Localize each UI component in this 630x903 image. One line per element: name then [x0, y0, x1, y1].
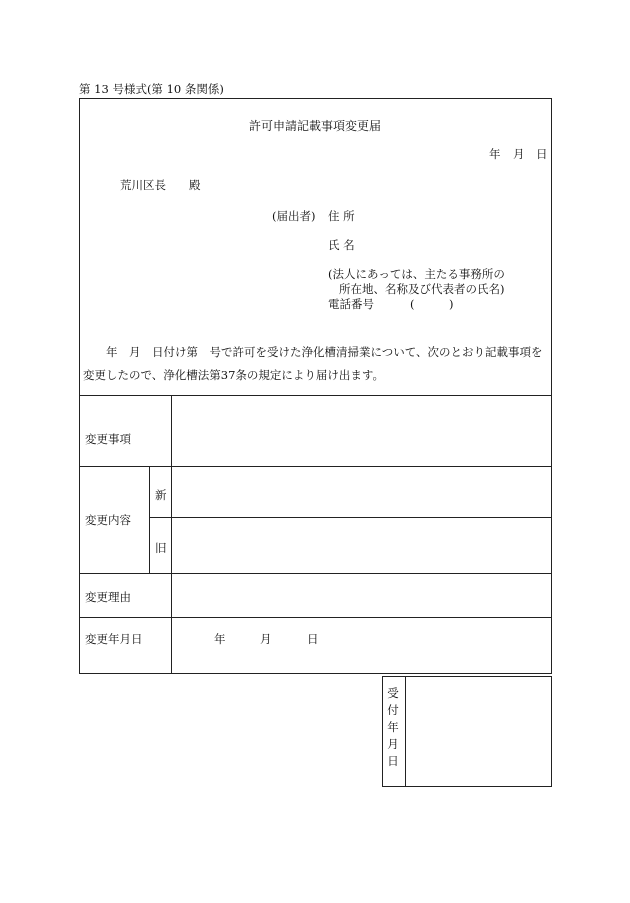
- receipt-char-5: 日: [387, 754, 399, 768]
- change-date-day: 日: [307, 632, 319, 646]
- receipt-char-1: 受: [387, 686, 399, 700]
- phone-label: 電話番号: [328, 297, 374, 311]
- form-title: 許可申請記載事項変更届: [248, 119, 381, 133]
- date-year-label: 年: [489, 147, 501, 161]
- date-day-label: 日: [536, 147, 548, 161]
- new-label: 新: [155, 488, 167, 502]
- statement-line2: 変更したので、浄化槽法第37条の規定により届け出ます。: [83, 368, 384, 382]
- statement-line1: 年 月 日付け第 号で許可を受けた浄化槽清掃業について、次のとおり記載事項を: [106, 345, 543, 359]
- phone-parens: ( ): [410, 297, 454, 311]
- change-item-label: 変更事項: [85, 432, 131, 446]
- change-content-label: 変更内容: [85, 513, 131, 527]
- date-month-label: 月: [513, 147, 525, 161]
- statement: [83, 341, 549, 387]
- change-date-month: 月: [260, 632, 272, 646]
- applicant-label: (届出者): [272, 209, 316, 223]
- form-number: 第 13 号様式(第 10 条関係): [79, 82, 224, 96]
- change-date-label: 変更年月日: [85, 632, 143, 646]
- change-date-year: 年: [214, 632, 226, 646]
- corp-note-line2: 所在地、名称及び代表者の氏名): [339, 282, 505, 296]
- old-label: 旧: [155, 541, 167, 555]
- address-label: 住 所: [328, 209, 355, 223]
- change-reason-label: 変更理由: [85, 590, 131, 604]
- addressee: 荒川区長 殿: [120, 178, 201, 192]
- corp-note-line1: (法人にあっては、主たる事務所の: [328, 267, 505, 281]
- receipt-char-3: 年: [387, 720, 399, 734]
- name-label: 氏 名: [328, 238, 355, 252]
- receipt-char-2: 付: [387, 703, 399, 717]
- receipt-char-4: 月: [387, 737, 399, 751]
